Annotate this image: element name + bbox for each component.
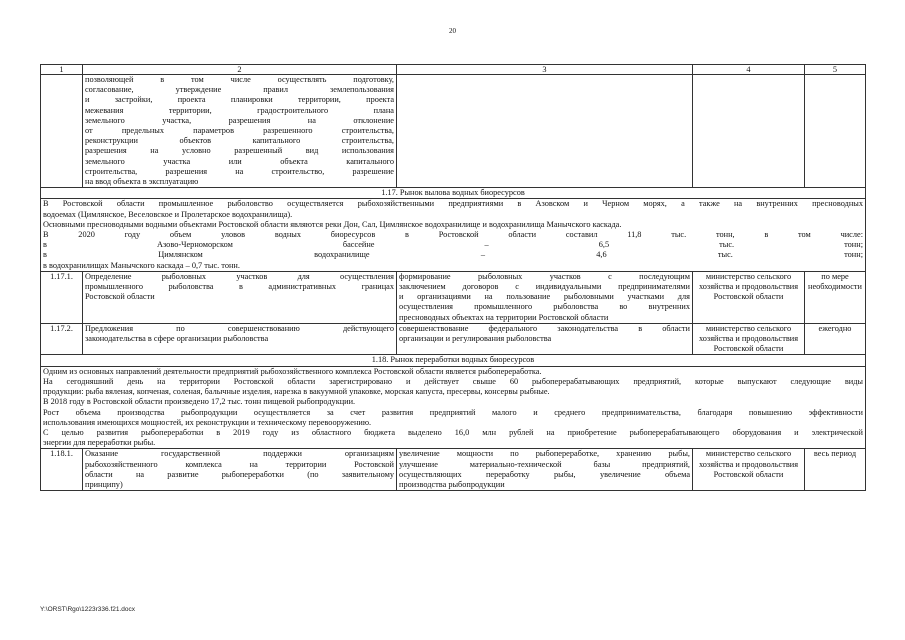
text-line: на ввод объекта в эксплуатацию xyxy=(85,177,199,187)
text-line: реконструкции объектов капитального строительства, xyxy=(85,136,394,146)
executor-cell xyxy=(693,323,805,355)
text-line: Ростовской области xyxy=(85,292,155,302)
text-line: рыбохозяйственного комплекса на территории Ростовской xyxy=(85,459,394,469)
text-line: увеличение мощности по рыбопереработке, хранению рыбы, xyxy=(399,449,690,459)
intro-line: в Азово-Черноморском бассейне – 6,5 тыс. тонн; xyxy=(43,240,863,250)
executor-cell xyxy=(693,449,805,491)
result-cell xyxy=(397,323,693,355)
executor-line: министерство сельского xyxy=(705,323,792,333)
intro-line: В 2018 году в Ростовской области произведено 17,2 тыс. тонн пищевой рыбопродукции. xyxy=(43,397,356,407)
text-line: Определение рыболовных участков для осуществления xyxy=(85,271,394,281)
text-line: осуществляющих переработку рыбы, увеличение объема xyxy=(399,469,690,479)
executor-line: хозяйства и продовольствия xyxy=(698,459,799,469)
text-line: разрешения на условно разрешенный вид использования xyxy=(85,146,394,156)
row-number-cell xyxy=(41,75,83,188)
executor-line: министерство сельского xyxy=(705,449,792,459)
text-line: земельного участка или объекта капитального xyxy=(85,156,394,166)
text-line: промышленного рыболовства в административных границах xyxy=(85,282,394,292)
text-line: пресноводных объектах на территории Ростовской области xyxy=(399,312,609,322)
table-header-row xyxy=(41,65,866,75)
term-cell xyxy=(805,323,866,355)
section-title: 1.18. Рынок переработки водных биоресурсов xyxy=(41,355,866,366)
result-cell xyxy=(397,75,693,188)
text-line: от предельных параметров разрешенного строительства, xyxy=(85,126,394,136)
page-number: 20 xyxy=(449,27,456,35)
column-number-1: 1 xyxy=(41,65,83,75)
measure-cell xyxy=(83,323,397,355)
text-line: формирование рыболовных участков с последующим xyxy=(399,271,690,281)
text-line: позволяющей в том числе осуществлять подготовку, xyxy=(85,75,394,84)
section-title-row xyxy=(41,355,866,366)
intro-line: энергии для переработки рыбы. xyxy=(43,438,156,448)
table-row xyxy=(41,271,866,323)
section-intro-text xyxy=(41,366,866,449)
intro-line: На сегодняшний день на территории Ростовской области зарегистрировано и действует свыше 60 рыбоперерабатывающих предприятий, которые выпускают следующие виды xyxy=(43,376,863,386)
term-cell xyxy=(805,75,866,188)
text-line: Предложения по совершенствованию действующего xyxy=(85,323,394,333)
intro-line: в водохранилищах Манычского каскада – 0,7 тыс. тонн. xyxy=(43,260,240,270)
text-line: и застройки, проекта планировки территории, проекта xyxy=(85,95,394,105)
text-line: улучшение материально-технической базы предприятий, xyxy=(399,459,690,469)
intro-line: Рост объема производства рыбопродукции осуществляется за счет развития предприятий малого и среднего предпринимательства, благодаря повышению эффективности xyxy=(43,407,863,417)
intro-line: использования имеющихся мощностей, их реконструкции и техническому перевооружению. xyxy=(43,417,372,427)
text-line: согласование, утверждение правил землепользования xyxy=(85,85,394,95)
term-line: весь период xyxy=(813,449,857,459)
text-line: принципу) xyxy=(85,479,123,489)
executor-line: Ростовской области xyxy=(713,469,784,479)
row-number-cell: 1.17.2. xyxy=(41,323,83,355)
intro-line: В Ростовской области промышленное рыболовство осуществляется рыбохозяйственными предприятиями в Азовском и Черном морях, а также на внутренних пресноводных xyxy=(43,199,863,209)
column-number-4: 4 xyxy=(693,65,805,75)
table-row xyxy=(41,75,866,188)
text-line: земельного участка, разрешения на отклонение xyxy=(85,115,394,125)
executor-cell xyxy=(693,75,805,188)
intro-line: продукции: рыба вяленая, копченая, соленая, балычные изделия, нарезка в вакуумной упаковке, морская капуста, пресервы, консервы рыбные. xyxy=(43,387,550,397)
executor-cell xyxy=(693,271,805,323)
text-line: заключением договоров с индивидуальными предпринимателями xyxy=(399,282,690,292)
text-line: и организациями на пользование рыболовными участками для xyxy=(399,292,690,302)
text-line: межевания территории, градостроительного плана xyxy=(85,105,394,115)
column-number-5: 5 xyxy=(805,65,866,75)
row-number-cell: 1.17.1. xyxy=(41,271,83,323)
text-line: строительства, разрешения на строительство, разрешение xyxy=(85,166,394,176)
text-line: области на развитие рыбопереработки (по заявительному xyxy=(85,469,394,479)
table-row xyxy=(41,449,866,491)
executor-line: Ростовской области xyxy=(713,292,784,302)
text-line: организации и регулирования рыболовства xyxy=(399,334,552,344)
section-intro-row xyxy=(41,199,866,271)
row-number-cell: 1.18.1. xyxy=(41,449,83,491)
measure-cell xyxy=(83,271,397,323)
table-row xyxy=(41,323,866,355)
text-line: осуществления промышленного рыболовства во внутренних xyxy=(399,302,690,312)
intro-line: С целью развития рыбопереработки в 2019 году из областного бюджета выделено 16,0 млн рублей на приобретение рыбоперерабатывающего оборудования и электрической xyxy=(43,427,863,437)
term-cell xyxy=(805,449,866,491)
result-cell xyxy=(397,271,693,323)
executor-line: хозяйства и продовольствия xyxy=(698,334,799,344)
intro-line: В 2020 году объем уловов водных биоресурсов в Ростовской области составил 11,8 тыс. тонн, в том числе: xyxy=(43,230,863,240)
executor-line: Ростовской области xyxy=(713,344,784,354)
text-line: совершенствование федерального законодательства в области xyxy=(399,323,690,333)
term-line: по мере xyxy=(821,271,849,281)
intro-line: в Цимлянском водохранилище – 4,6 тыс. тонн; xyxy=(43,250,863,260)
term-cell xyxy=(805,271,866,323)
measures-table xyxy=(40,64,866,491)
result-cell xyxy=(397,449,693,491)
column-number-3: 3 xyxy=(397,65,693,75)
intro-line: Одним из основных направлений деятельности предприятий рыбохозяйственного комплекса Ростовской области является рыбопереработка. xyxy=(43,366,542,376)
file-path-footer: Y:\ORST\Rgo\1223r336.f21.docx xyxy=(40,606,136,613)
measure-cell xyxy=(83,449,397,491)
text-line: Оказание государственной поддержки организациям xyxy=(85,449,394,459)
section-intro-text xyxy=(41,199,866,271)
term-line: необходимости xyxy=(808,282,862,292)
section-intro-row xyxy=(41,366,866,449)
section-title: 1.17. Рынок вылова водных биоресурсов xyxy=(41,188,866,199)
column-number-2: 2 xyxy=(83,65,397,75)
intro-line: водоемах (Цимлянское, Веселовское и Пролетарское водохранилища). xyxy=(43,209,293,219)
term-line: ежегодно xyxy=(818,323,852,333)
text-line: законодательства в сфере организации рыболовства xyxy=(85,334,269,344)
text-line: производства рыбопродукции xyxy=(399,479,505,489)
executor-line: хозяйства и продовольствия xyxy=(698,282,799,292)
intro-line: Основными пресноводными водными объектами Ростовской области являются реки Дон, Сал, Цимлянское водохранилище и водохранилища Манычского каскада. xyxy=(43,219,622,229)
measure-cell xyxy=(83,75,397,188)
executor-line: министерство сельского xyxy=(705,271,792,281)
section-title-row xyxy=(41,188,866,199)
